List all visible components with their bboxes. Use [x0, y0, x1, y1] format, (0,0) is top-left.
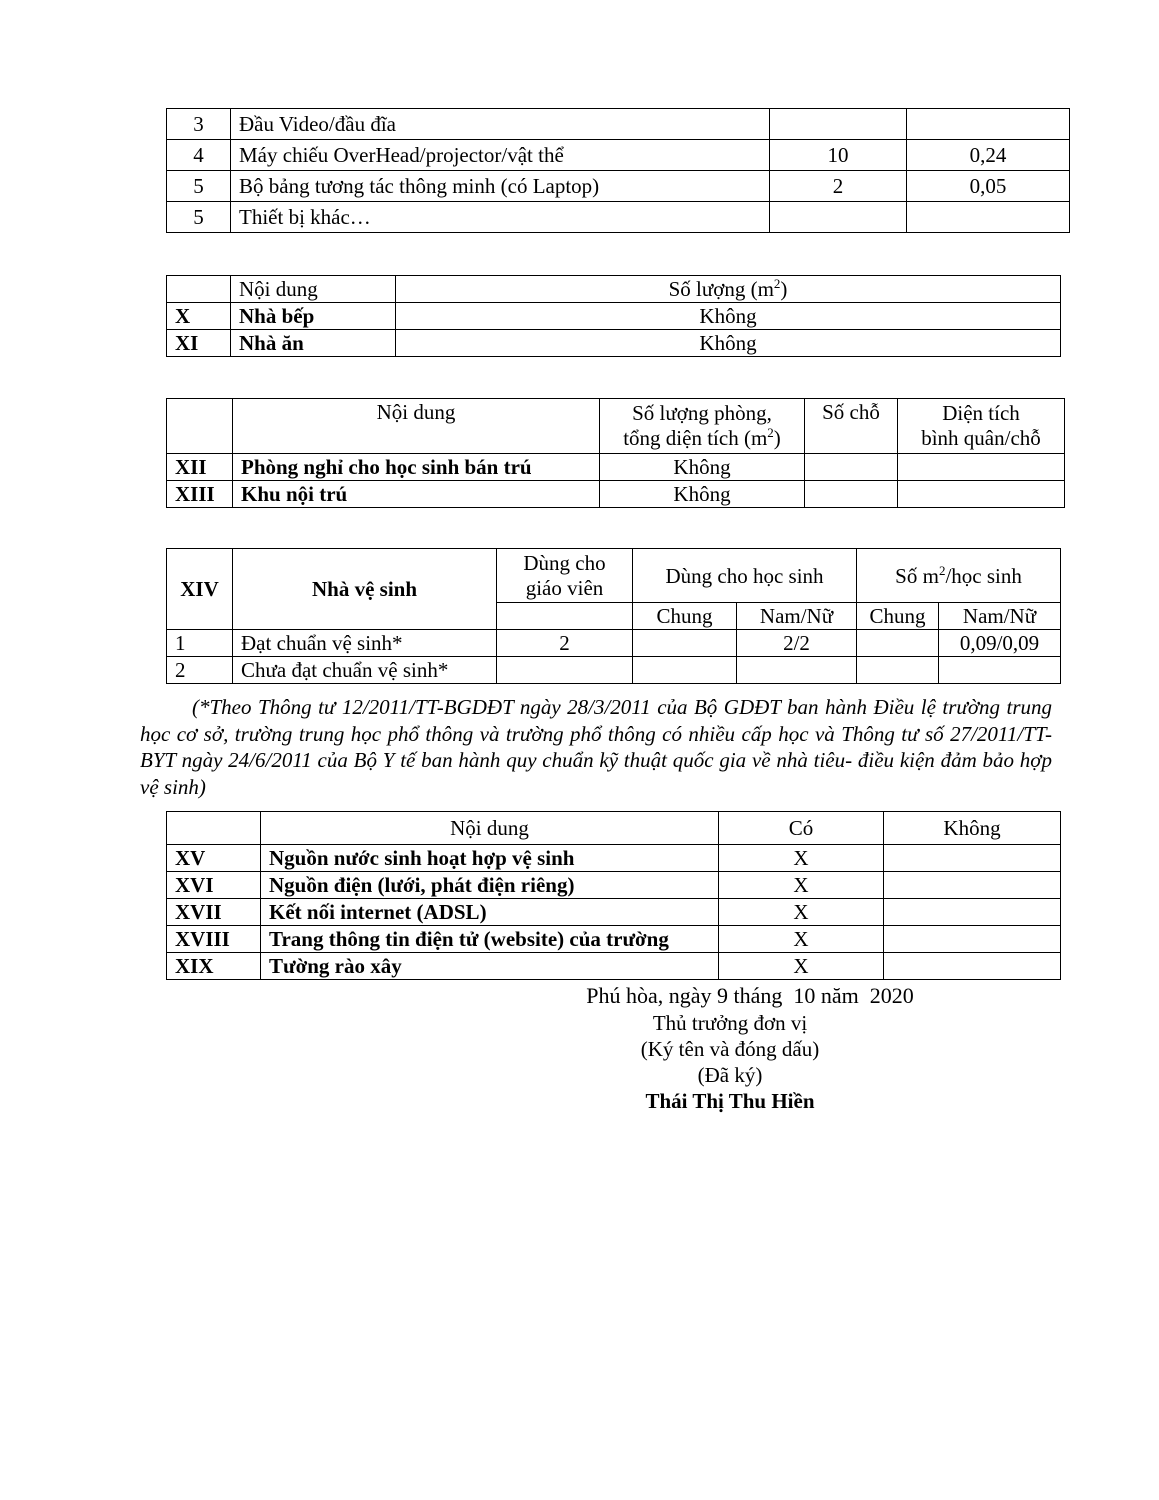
table-row	[167, 926, 1061, 953]
table-row	[167, 657, 1061, 684]
quantity-label: Số lượng (m	[668, 277, 774, 301]
header-seats: Số chỗ	[805, 399, 898, 454]
row-yes: X	[719, 899, 884, 926]
header-rooms	[600, 399, 805, 454]
table-row	[167, 630, 1061, 657]
rooms-sup: 2	[767, 425, 774, 440]
equipment-name: Bộ bảng tương tác thông minh (có Laptop)	[231, 171, 770, 202]
table-row	[167, 953, 1061, 980]
signer-name: Thái Thị Thu Hiền	[645, 1089, 815, 1113]
row-male-female-m2: 0,09/0,09	[939, 630, 1061, 657]
row-name: Trang thông tin điện tử (website) của trường	[261, 926, 719, 953]
equipment-ratio	[907, 109, 1070, 140]
row-male-female: 2/2	[737, 630, 857, 657]
footnote: (*Theo Thông tư 12/2011/TT-BGDĐT ngày 28/3/2011 của Bộ GDĐT ban hành Điều lệ trường trung học cơ sở, trường trung học phổ thông và trường phổ thông có nhiều cấp học và Thông tư số 27/2011/TT-BYT ngày 24/6/2011 của Bộ Y tế ban hành quy chuẩn kỹ thuật quốc gia về nhà tiêu- điều kiện đảm bảo hợp vệ sinh)	[140, 695, 1052, 799]
quantity-close: )	[780, 277, 788, 301]
table-row	[167, 845, 1061, 872]
header-area	[898, 399, 1065, 454]
row-yes: X	[719, 953, 884, 980]
equipment-table	[166, 108, 1070, 233]
table-header-row	[167, 399, 1065, 454]
rooms-line1: Số lượng phòng,	[632, 401, 772, 425]
row-yes: X	[719, 872, 884, 899]
header-blank	[167, 399, 233, 454]
header-per-student	[857, 549, 1061, 603]
table-header-row	[167, 549, 1061, 603]
equipment-ratio: 0,05	[907, 171, 1070, 202]
row-name: Nguồn nước sinh hoạt hợp vệ sinh	[261, 845, 719, 872]
rooms-close: )	[773, 426, 781, 450]
row-name: Đạt chuẩn vệ sinh*	[233, 630, 497, 657]
row-number: 1	[167, 630, 233, 657]
row-name: Tường rào xây	[261, 953, 719, 980]
row-number: 4	[167, 140, 231, 171]
equipment-qty	[770, 202, 907, 233]
signature-instruction: (Ký tên và đóng dấu)	[640, 1037, 820, 1061]
area-line2: bình quân/chỗ	[921, 426, 1041, 450]
row-common	[633, 657, 737, 684]
header-no: Không	[884, 812, 1061, 845]
row-male-female	[737, 657, 857, 684]
equipment-name: Đầu Video/đầu đĩa	[231, 109, 770, 140]
header-yes: Có	[719, 812, 884, 845]
row-number: 5	[167, 171, 231, 202]
header-blank	[167, 276, 231, 303]
header-content: Nội dung	[231, 276, 396, 303]
row-number: XIX	[167, 953, 261, 980]
table-row	[167, 303, 1061, 330]
row-common	[633, 630, 737, 657]
header-common-m2: Chung	[857, 603, 939, 630]
equipment-name: Máy chiếu OverHead/projector/vật thể	[231, 140, 770, 171]
row-no	[884, 845, 1061, 872]
header-name: Nhà vệ sinh	[233, 549, 497, 630]
row-number: X	[167, 303, 231, 330]
boarding-table	[166, 398, 1065, 508]
per-student-sup: 2	[938, 562, 946, 578]
header-blank	[167, 812, 261, 845]
row-no	[884, 953, 1061, 980]
header-common: Chung	[633, 603, 737, 630]
signature-title: Thủ trưởng đơn vị	[652, 1011, 808, 1035]
row-number: 5	[167, 202, 231, 233]
equipment-ratio	[907, 202, 1070, 233]
row-value: Không	[396, 303, 1061, 330]
equipment-ratio: 0,24	[907, 140, 1070, 171]
row-number: 2	[167, 657, 233, 684]
row-yes: X	[719, 845, 884, 872]
row-number: XI	[167, 330, 231, 357]
row-teacher: 2	[497, 630, 633, 657]
row-name: Nhà ăn	[231, 330, 396, 357]
header-blank	[497, 603, 633, 630]
table-row	[167, 171, 1070, 202]
row-rooms: Không	[600, 481, 805, 508]
row-number: XII	[167, 454, 233, 481]
row-common-m2	[857, 630, 939, 657]
row-no	[884, 926, 1061, 953]
signature-date: Phú hòa, ngày 9 tháng 10 năm 2020	[586, 983, 914, 1008]
table-row	[167, 202, 1070, 233]
header-content: Nội dung	[233, 399, 600, 454]
row-seats	[805, 481, 898, 508]
per-student-post: /học sinh	[945, 563, 1022, 588]
header-male-female: Nam/Nữ	[737, 603, 857, 630]
table-header-row	[167, 276, 1061, 303]
row-number: XVIII	[167, 926, 261, 953]
signature-signed: (Đã ký)	[697, 1063, 763, 1087]
table-row	[167, 481, 1065, 508]
row-teacher	[497, 657, 633, 684]
table-row	[167, 899, 1061, 926]
row-name: Khu nội trú	[233, 481, 600, 508]
table-row	[167, 109, 1070, 140]
quantity-sup: 2	[773, 276, 781, 291]
row-name: Chưa đạt chuẩn vệ sinh*	[233, 657, 497, 684]
header-content: Nội dung	[261, 812, 719, 845]
table-row	[167, 454, 1065, 481]
equipment-qty	[770, 109, 907, 140]
header-teacher	[497, 549, 633, 603]
row-yes: X	[719, 926, 884, 953]
per-student-pre: Số m	[895, 563, 939, 588]
row-number: XV	[167, 845, 261, 872]
row-number: XIII	[167, 481, 233, 508]
row-common-m2	[857, 657, 939, 684]
row-area	[898, 481, 1065, 508]
row-no	[884, 899, 1061, 926]
kitchen-table	[166, 275, 1061, 357]
row-male-female-m2	[939, 657, 1061, 684]
facilities-table	[166, 811, 1061, 980]
toilet-table	[166, 548, 1061, 684]
row-name: Nguồn điện (lưới, phát điện riêng)	[261, 872, 719, 899]
table-row	[167, 140, 1070, 171]
teacher-line1: Dùng cho	[523, 550, 606, 575]
table-row	[167, 330, 1061, 357]
rooms-line2: tổng diện tích (m	[623, 426, 768, 450]
row-value: Không	[396, 330, 1061, 357]
row-number: XVI	[167, 872, 261, 899]
row-name: Phòng nghỉ cho học sinh bán trú	[233, 454, 600, 481]
row-no	[884, 872, 1061, 899]
row-name: Kết nối internet (ADSL)	[261, 899, 719, 926]
area-line1: Diện tích	[942, 401, 1020, 425]
header-quantity	[396, 276, 1061, 303]
row-seats	[805, 454, 898, 481]
row-rooms: Không	[600, 454, 805, 481]
header-male-female-m2: Nam/Nữ	[939, 603, 1061, 630]
table-header-row	[167, 812, 1061, 845]
row-name: Nhà bếp	[231, 303, 396, 330]
equipment-name: Thiết bị khác…	[231, 202, 770, 233]
table-row	[167, 872, 1061, 899]
equipment-qty: 2	[770, 171, 907, 202]
row-area	[898, 454, 1065, 481]
header-no: XIV	[167, 549, 233, 630]
row-number: XVII	[167, 899, 261, 926]
equipment-qty: 10	[770, 140, 907, 171]
teacher-line2: giáo viên	[525, 575, 604, 600]
header-student: Dùng cho học sinh	[633, 549, 857, 603]
row-number: 3	[167, 109, 231, 140]
